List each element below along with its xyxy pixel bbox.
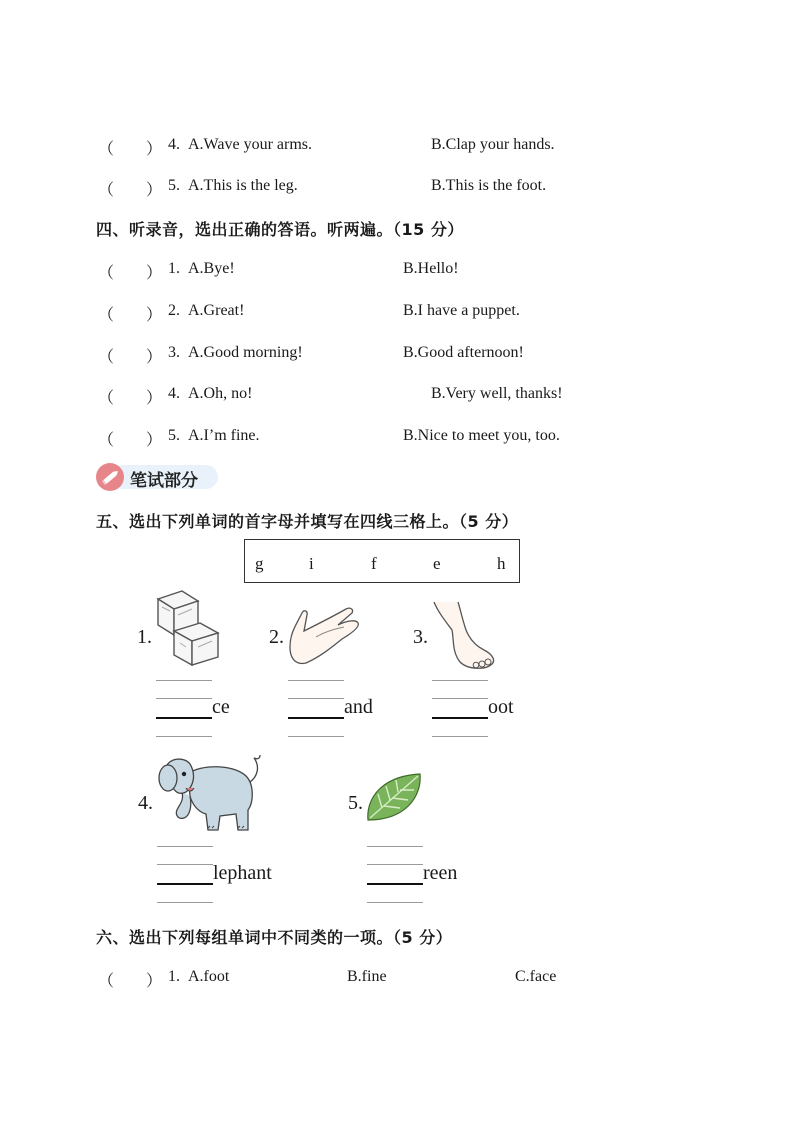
option-a: A.Good morning! — [188, 344, 303, 361]
four-line-grid[interactable] — [288, 680, 344, 740]
option-b: B.fine — [347, 968, 387, 985]
letter-choice: h — [497, 554, 506, 573]
foot-icon — [430, 600, 498, 672]
four-line-grid[interactable] — [157, 846, 213, 906]
option-a: A.Wave your arms. — [188, 136, 313, 153]
answer-paren[interactable]: （ ） — [98, 349, 163, 366]
picture-number: 5. — [348, 792, 363, 814]
ice-cubes-icon — [152, 587, 224, 669]
item-number: 4. — [168, 136, 180, 153]
word-suffix: lephant — [213, 862, 272, 884]
section-6-title: 六、选出下列每组单词中不同类的一项。（5 分） — [96, 928, 453, 947]
option-b: B.Very well, thanks! — [431, 385, 563, 402]
option-a: A.Oh, no! — [188, 385, 253, 402]
word-suffix: and — [344, 696, 373, 718]
hand-icon — [286, 603, 362, 669]
banner-label: 笔试部分 — [130, 471, 198, 491]
picture-number: 3. — [413, 626, 428, 648]
picture-number: 1. — [137, 626, 152, 648]
picture-number: 4. — [138, 792, 153, 814]
four-line-grid[interactable] — [156, 680, 212, 740]
item-number: 5. — [168, 427, 180, 444]
option-a: A.I’m fine. — [188, 427, 260, 444]
section-5-title: 五、选出下列单词的首字母并填写在四线三格上。（5 分） — [96, 512, 519, 531]
picture-number: 2. — [269, 626, 284, 648]
word-suffix: reen — [423, 862, 458, 884]
letter-choice: e — [433, 554, 441, 573]
pencil-icon — [96, 463, 124, 491]
letter-choice: i — [309, 554, 314, 573]
option-b: B.Hello! — [403, 260, 459, 277]
answer-paren[interactable]: （ ） — [98, 390, 163, 407]
letter-choice: g — [255, 554, 264, 573]
four-line-grid[interactable] — [367, 846, 423, 906]
option-c: C.face — [515, 968, 557, 985]
option-a: A.foot — [188, 968, 230, 985]
option-b: B.Good afternoon! — [403, 344, 524, 361]
letter-choice: f — [371, 554, 377, 573]
answer-paren[interactable]: （ ） — [98, 973, 163, 990]
pencil-badge — [96, 463, 124, 491]
answer-paren[interactable]: （ ） — [98, 432, 163, 449]
word-suffix: ce — [212, 696, 230, 718]
item-number: 5. — [168, 177, 180, 194]
answer-paren[interactable]: （ ） — [98, 141, 163, 158]
option-a: A.Bye! — [188, 260, 235, 277]
item-number: 3. — [168, 344, 180, 361]
answer-paren[interactable]: （ ） — [98, 182, 163, 199]
four-line-grid[interactable] — [432, 680, 488, 740]
word-suffix: oot — [488, 696, 514, 718]
item-number: 1. — [168, 260, 180, 277]
elephant-icon — [154, 752, 266, 836]
answer-paren[interactable]: （ ） — [98, 307, 163, 324]
letter-choice-box — [244, 539, 520, 583]
option-b: B.Clap your hands. — [431, 136, 555, 153]
option-b: B.This is the foot. — [431, 177, 547, 194]
item-number: 4. — [168, 385, 180, 402]
leaf-icon — [364, 770, 424, 826]
item-number: 2. — [168, 302, 180, 319]
section-4-title: 四、听录音，选出正确的答语。听两遍。（15 分） — [96, 220, 464, 239]
option-b: B.Nice to meet you, too. — [403, 427, 560, 444]
option-a: A.This is the leg. — [188, 177, 298, 194]
written-section-banner — [96, 463, 220, 491]
item-number: 1. — [168, 968, 180, 985]
option-b: B.I have a puppet. — [403, 302, 520, 319]
option-a: A.Great! — [188, 302, 245, 319]
answer-paren[interactable]: （ ） — [98, 265, 163, 282]
